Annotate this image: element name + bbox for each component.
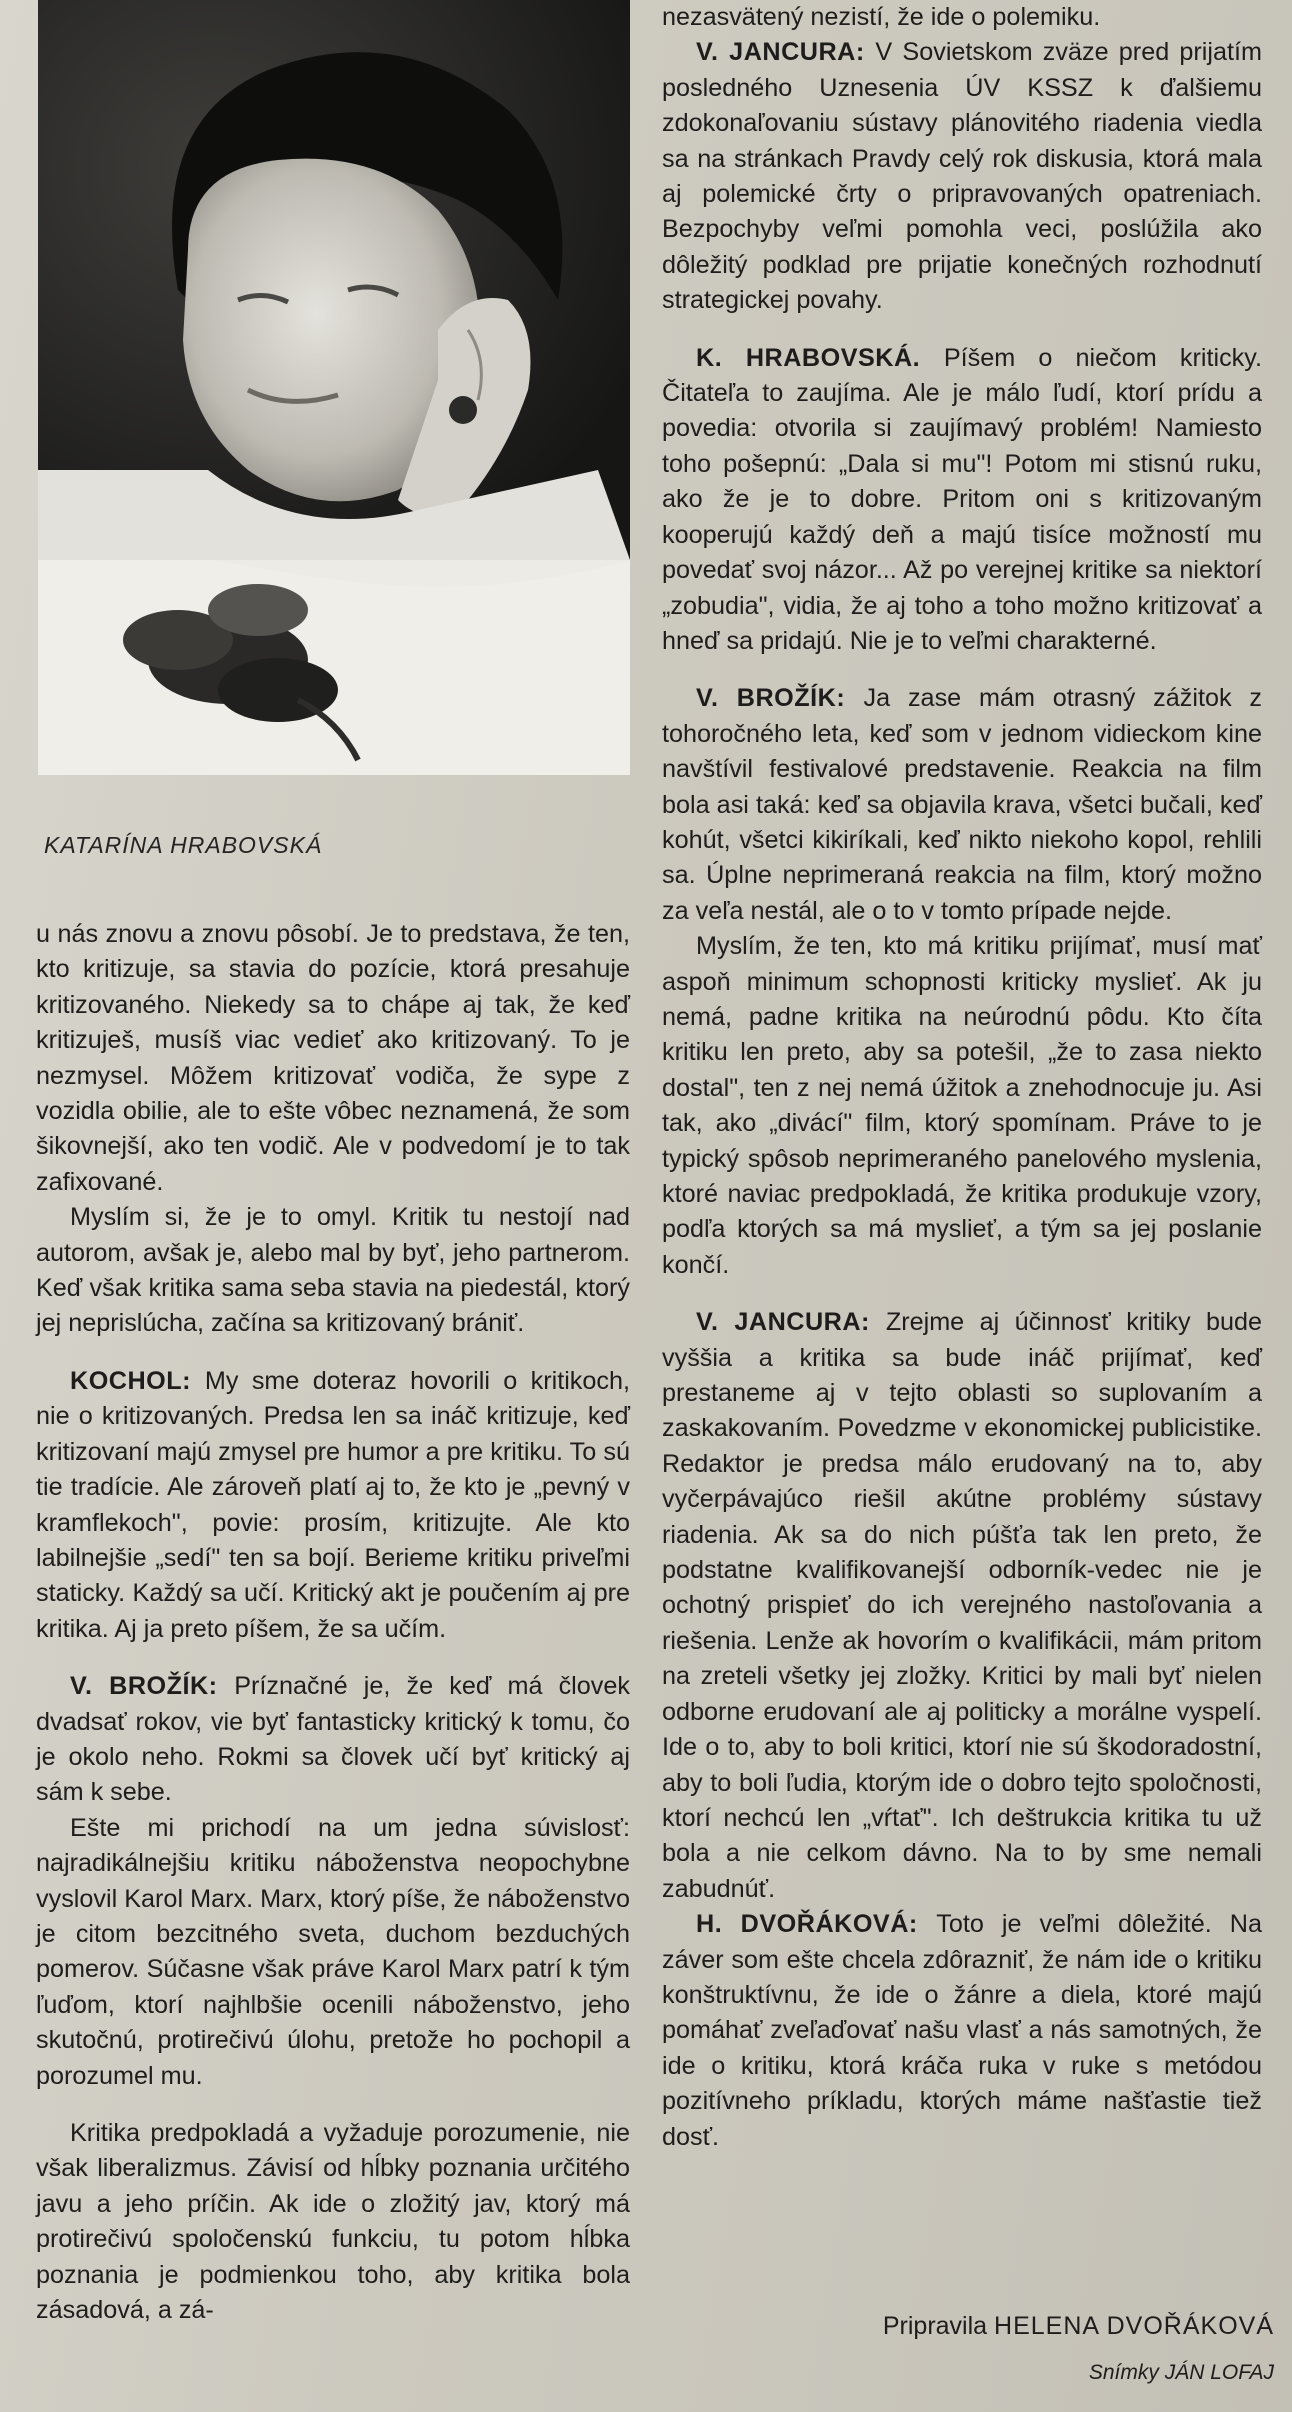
paragraph [662, 1907, 1262, 2155]
paragraph [36, 1811, 630, 2094]
paragraph [36, 1669, 630, 1811]
paragraph [662, 0, 1262, 35]
paragraph-text: Ešte mi prichodí na um jedna súvislosť: najradikálnejšiu kritiku náboženstva neopochybne vyslovil Karol Marx. Marx, ktorý píše, že náboženstvo je citom bezcitného sveta, duchom bezduchých pomerov. Súčasne však práve Karol Marx patrí k tým ľuďom, ktorí najhlbšie ocenili náboženstvo, jeho skutočnú, protirečivú úlohu, pretože ho pochopil a porozumel mu. [36, 1813, 630, 2090]
paragraph-text: Ja zase mám otrasný zážitok z tohoročného leta, keď som v jednom vidieckom kine navštívil festivalové predstavenie. Reakcia na film bola asi taká: keď sa objavila krava, všetci bučali, keď kohút, všetci kikiríkali, keď nikto niekoho kopol, rehlili sa. Úplne neprimeraná reakcia na film, ktorý možno za veľa nestál, ale o to v tomto prípade nejde. [662, 684, 1262, 925]
paragraph-text: u nás znovu a znovu pôsobí. Je to predstava, že ten, kto kritizuje, sa stavia do pozície, ktorá presahuje kritizovaného. Niekedy sa to chápe aj tak, že keď kritizuješ, musíš viac vedieť ako kritizovaný. To je nezmysel. Môžem kritizovať vodiča, že sype z vozidla obilie, ale to ešte vôbec neznamená, že som šikovnejší, ako ten vodič. Ale v podvedomí je to tak zafixované. [36, 920, 630, 1196]
right-article-text [662, 0, 1262, 2155]
paragraph [662, 35, 1262, 318]
paragraph [36, 917, 630, 1200]
speaker-name: K. HRABOVSKÁ. [696, 343, 944, 372]
speaker-name: V. BROŽÍK: [70, 1672, 235, 1701]
photo-credit-name: JÁN LOFAJ [1164, 2361, 1274, 2384]
speaker-name: V. BROŽÍK: [696, 684, 864, 713]
photo-credit-prefix: Snímky [1088, 2361, 1159, 2384]
photo-credit [1089, 2361, 1274, 2385]
paragraph [36, 1200, 630, 1342]
paragraph-text: nezasvätený nezistí, že ide o polemiku. [662, 3, 1101, 31]
portrait-photo [38, 0, 630, 775]
paragraph-text: Príznačné je, že keď má človek dvadsať rokov, vie byť fantasticky kritický k tomu, čo je okolo neho. Rokmi sa človek učí byť kritický aj sám k sebe. [36, 1672, 630, 1807]
speaker-name: V. JANCURA: [696, 1308, 886, 1337]
photo-caption: KATARÍNA HRABOVSKÁ [44, 832, 323, 858]
paragraph [662, 1305, 1262, 1907]
paragraph [662, 341, 1262, 660]
paragraph-text: Kritika predpokladá a vyžaduje porozumenie, nie však liberalizmus. Závisí od hĺbky poznania určitého javu a jeho príčin. Ak ide o zložitý jav, ktorý má protirečivú spoločenskú funkciu, tu potom hĺbka poznania je podmienkou toho, aby kritika bola zásadová, a zá- [36, 2119, 630, 2325]
portrait-image [38, 0, 630, 775]
left-article-text [36, 917, 630, 2328]
paragraph-text: V Sovietskom zväze pred prijatím posledného Uznesenia ÚV KSSZ k ďalšiemu zdokonaľovaniu sústavy plánovitého riadenia viedla sa na stránkach Pravdy celý rok diskusia, ktorá mala aj polemické črty o pripravovaných opatreniach. Bezpochyby veľmi pomohla veci, poslúžila ako dôležitý podklad pre prijatie konečných rozhodnutí strategickej povahy. [662, 38, 1262, 315]
speaker-name: H. DVOŘÁKOVÁ: [696, 1910, 937, 1939]
prepared-by-prefix: Pripravila [882, 2312, 988, 2340]
paragraph [36, 2116, 630, 2328]
paragraph-text: Píšem o niečom kriticky. Čitateľa to zaujíma. Ale je málo ľudí, ktorí prídu a povedia: otvorila si zaujímavý problém! Namiesto toho pošepnú: „Dala si mu"! Potom mi stisnú ruku, ako že je to dobre. Pritom oni s kritizovaným kooperujú každý deň a majú tisíce možností mu povedať svoj názor... Až po verejnej kritike sa niektorí „zobudia", vidia, že aj toho a toho možno kritizovať a hneď sa pridajú. Nie je to veľmi charakterné. [662, 343, 1262, 655]
paragraph-text: Myslím, že ten, kto má kritiku prijímať, musí mať aspoň minimum schopnosti kriticky myslieť. Ak ju nemá, padne kritika na neúrodnú pôdu. Kto číta kritiku len preto, aby sa potešil, „že to zasa niekto dostal", ten z nej nemá úžitok a znehodnocuje ju. Asi tak, ako „divácí" film, ktorý spomínam. Práve to je typický spôsob neprimeraného panelového myslenia, ktoré naviac predpokladá, že kritika produkuje vzory, podľa ktorých sa má myslieť, a tým sa jej poslanie končí. [662, 932, 1262, 1279]
paragraph [36, 1364, 630, 1647]
speaker-name: KOCHOL: [70, 1366, 205, 1395]
paragraph-text: Myslím si, že je to omyl. Kritik tu nestojí nad autorom, avšak je, alebo mal by byť, jeho partnerom. Keď však kritika sama seba stavia na piedestál, ktorý jej neprislúcha, začína sa kritizovaný brániť. [36, 1203, 630, 1338]
paragraph-text: Toto je veľmi dôležité. Na záver som ešte chcela zdôrazniť, že nám ide o kritiku konštruktívnu, že ide o žánre a diela, ktoré majú pomáhať zveľaďovať našu vlasť a nás samotných, že ide o kritiku, ktorá kráča ruka v ruke s metódou pozitívneho príkladu, ktorých máme našťastie tiež dosť. [662, 1910, 1262, 2151]
paragraph [662, 929, 1262, 1283]
prepared-by-name: HELENA DVOŘÁKOVÁ [994, 2312, 1274, 2340]
paragraph-text: Zrejme aj účinnosť kritiky bude vyššia a kritika sa bude ináč prijímať, keď prestaneme aj v tejto oblasti so suplovaním a zaskakovaním. Povedzme v ekonomickej publicistike. Redaktor je predsa málo erudovaný na to, aby vyčerpávajúco riešil akútne problémy sústavy riadenia. Ak sa do nich púšťa tak len preto, že podstatne kvalifikovanejší odborník-vedec nie je ochotný prispieť do ich verejného nastoľovania a riešenia. Lenže ak hovorím o kvalifikácii, mám pritom na zreteli všetky jej zložky. Kritici by mali byť nielen odborne erudovaní ale aj politicky a morálne vyspelí. Ide o to, aby to boli kritici, ktorí nie sú škodoradostní, aby to boli ľudia, ktorým ide o dobro tejto spoločnosti, ktorí nechcú len „vŕtať". Ich deštrukcia kritika tu už bola a nie celkom dávno. Na to by sme nemali zabudnúť. [662, 1308, 1262, 1903]
paragraph-text: My sme doteraz hovorili o kritikoch, nie o kritizovaných. Predsa len sa ináč kritizuje, keď kritizovaní majú zmysel pre humor a pre kritiku. To sú tie tradície. Ale zároveň platí aj to, že kto je „pevný v kramflekoch", povie: prosím, kritizujte. Ale kto labilnejšie „sedí" ten sa bojí. Berieme kritiku priveľmi staticky. Každý sa učí. Kritický akt je poučením aj pre kritika. Aj ja preto píšem, že sa učím. [36, 1366, 630, 1643]
prepared-by [883, 2312, 1274, 2341]
speaker-name: V. JANCURA: [696, 38, 876, 67]
paragraph [662, 681, 1262, 929]
